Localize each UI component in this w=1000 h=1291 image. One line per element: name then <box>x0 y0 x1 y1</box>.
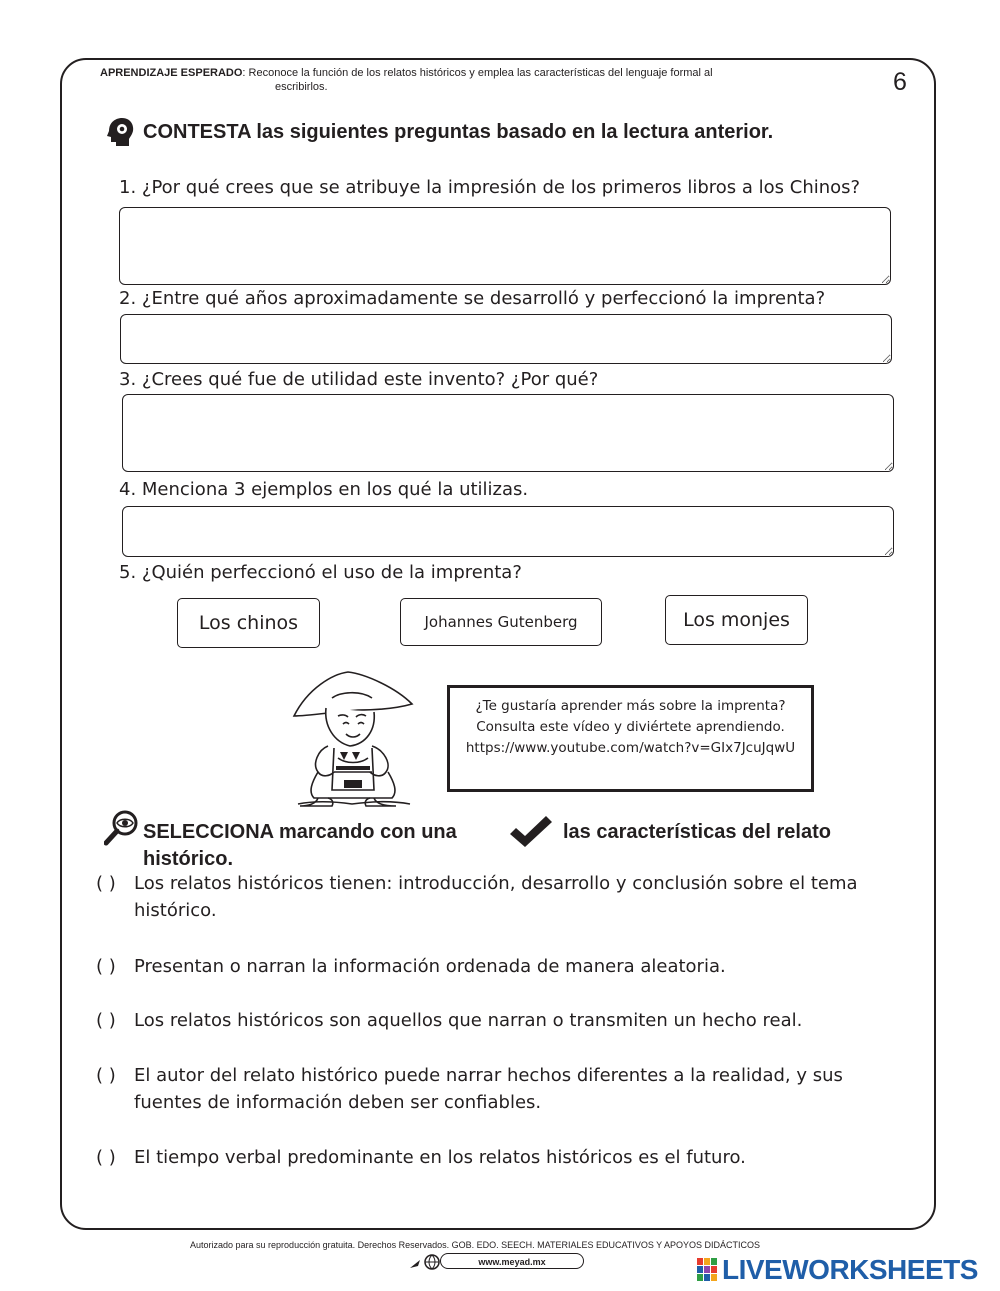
answer-1-field[interactable] <box>119 207 891 285</box>
answer-2-field[interactable] <box>120 314 892 364</box>
section2-heading-part3: histórico. <box>143 848 234 870</box>
check-marker[interactable]: ( ) <box>96 1010 116 1031</box>
question-2: 2. ¿Entre qué años aproximadamente se desarrolló y perfeccionó la imprenta? <box>119 288 826 309</box>
item-text: Los relatos históricos son aquellos que narran o transmiten un hecho real. <box>134 1010 803 1031</box>
chinese-boy-illustration <box>288 668 418 810</box>
item-text: Presentan o narran la información ordenada de manera aleatoria. <box>134 956 726 977</box>
checklist-item[interactable] <box>96 1062 896 1116</box>
liveworksheets-brand: LIVEWORKSHEETS <box>722 1254 978 1285</box>
item-text-continued: fuentes de información deben ser confiables. <box>134 1092 542 1113</box>
head-thought-icon <box>103 117 135 147</box>
question-5: 5. ¿Quién perfeccionó el uso de la imprenta? <box>119 562 522 583</box>
option-johannes-gutenberg[interactable]: Johannes Gutenberg <box>400 598 602 646</box>
question-4: 4. Menciona 3 ejemplos en los qué la utilizas. <box>119 479 529 500</box>
option-los-chinos[interactable]: Los chinos <box>177 598 320 648</box>
magnifier-eye-icon <box>104 810 138 846</box>
item-text: El autor del relato histórico puede narrar hechos diferentes a la realidad, y sus <box>134 1065 843 1086</box>
checklist-item[interactable] <box>96 1144 896 1171</box>
check-marker[interactable]: ( ) <box>96 873 116 894</box>
footer-text: Autorizado para su reproducción gratuita. Derechos Reservados. GOB. EDO. SEECH. MATERIALES EDUCATIVOS Y APOYOS DIDÁCTICOS <box>190 1240 761 1250</box>
objective-label: APRENDIZAJE ESPERADO <box>100 67 243 79</box>
item-text: Los relatos históricos tienen: introducción, desarrollo y conclusión sobre el tema <box>134 873 858 894</box>
section1-heading: CONTESTA las siguientes preguntas basado en la lectura anterior. <box>143 121 774 143</box>
info-line-1: ¿Te gustaría aprender más sobre la imprenta? <box>475 698 786 714</box>
checkmark-icon <box>508 814 554 848</box>
checklist-item[interactable] <box>96 870 896 924</box>
globe-cursor-icon <box>408 1252 442 1272</box>
footer-url[interactable]: www.meyad.mx <box>440 1253 584 1269</box>
liveworksheets-logo-icon <box>697 1258 719 1284</box>
check-marker[interactable]: ( ) <box>96 1147 116 1168</box>
item-text: El tiempo verbal predominante en los relatos históricos es el futuro. <box>134 1147 746 1168</box>
section2-heading-part2: las características del relato <box>563 821 831 843</box>
learning-objective <box>100 66 860 94</box>
answer-3-field[interactable] <box>122 394 894 472</box>
checklist-item[interactable] <box>96 1007 896 1034</box>
video-link[interactable]: https://www.youtube.com/watch?v=GIx7JcuJqwU <box>465 740 796 756</box>
item-text-continued: histórico. <box>134 900 217 921</box>
question-3: 3. ¿Crees qué fue de utilidad este invento? ¿Por qué? <box>119 369 599 390</box>
check-marker[interactable]: ( ) <box>96 1065 116 1086</box>
option-los-monjes[interactable]: Los monjes <box>665 595 808 645</box>
info-line-2: Consulta este vídeo y diviértete aprendiendo. <box>476 719 785 735</box>
objective-text: : Reconoce la función de los relatos históricos y emplea las características del lenguaje formal al <box>242 67 713 79</box>
page-number: 6 <box>893 68 907 96</box>
checklist-item[interactable] <box>96 953 896 980</box>
answer-4-field[interactable] <box>122 506 894 557</box>
video-info-box <box>447 685 814 792</box>
objective-text-continued: escribirlos. <box>275 81 328 93</box>
check-marker[interactable]: ( ) <box>96 956 116 977</box>
section2-heading <box>143 819 457 845</box>
question-1: 1. ¿Por qué crees que se atribuye la impresión de los primeros libros a los Chinos? <box>119 177 861 198</box>
section2-heading-part1: SELECCIONA marcando con una <box>143 821 457 843</box>
